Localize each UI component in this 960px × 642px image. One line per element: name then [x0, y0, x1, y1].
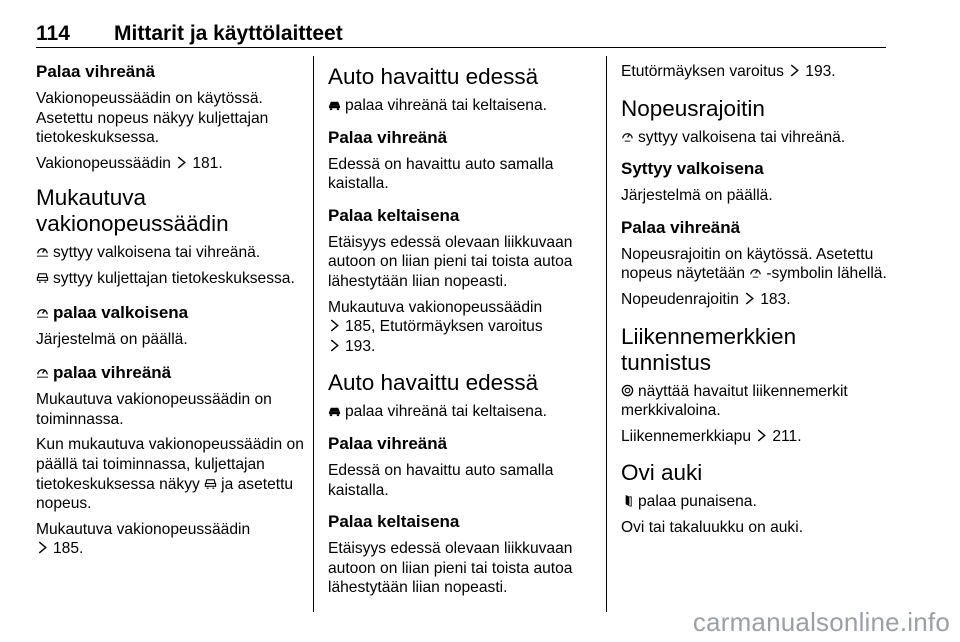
ref-text: Nopeudenrajoitin — [621, 290, 739, 308]
paragraph-text: -symbolin lähellä. — [766, 265, 887, 283]
traffic-sign-icon — [621, 384, 634, 397]
heading-palaa-vihreana: Palaa vihreänä — [621, 217, 741, 237]
heading-auto-havaittu: Auto havaittu edessä — [328, 64, 539, 89]
paragraph-text: syttyy valkoisena tai vihreänä. — [53, 244, 261, 262]
ref-text: Mukautuva vakionopeussäädin — [328, 298, 543, 316]
heading-text: palaa valkoisena — [53, 302, 189, 322]
cross-reference — [621, 427, 889, 447]
column-2 — [328, 62, 596, 604]
ref-text: Liikennemerkkiapu — [621, 427, 752, 445]
watermark: carmanualsonline.info — [692, 607, 950, 637]
column-1 — [36, 62, 304, 565]
column-divider — [313, 56, 314, 612]
speed-limiter-icon — [749, 266, 762, 279]
paragraph-text: syttyy kuljettajan tietokeskuksessa. — [53, 269, 295, 287]
ref-page: 181. — [192, 154, 223, 172]
ref-text: Mukautuva vakionopeussäädin — [36, 520, 251, 538]
cross-reference — [36, 520, 304, 559]
ref-page: 193. — [345, 337, 376, 355]
paragraph: Edessä on havaittu auto samalla kaistalla. — [328, 461, 554, 499]
paragraph-text: näyttää havaitut liikennemerkit merkkivaloina. — [621, 382, 848, 420]
header-rule — [36, 47, 886, 48]
cruise-control-icon — [36, 366, 49, 379]
paragraph: Mukautuva vakionopeussäädin on toiminnassa. — [36, 391, 272, 428]
paragraph: Etäisyys edessä olevaan liikkuvaan autoon on liian pieni tai toista autoa lähestytään liian nopeasti. — [328, 540, 573, 597]
paragraph-text: syttyy valkoisena tai vihreänä. — [638, 128, 846, 146]
paragraph: Järjestelmä on päällä. — [36, 330, 188, 348]
ref-text: Vakionopeussäädin — [36, 154, 171, 172]
heading-nopeusrajoitin: Nopeusrajoitin — [621, 95, 765, 121]
heading-liikennemerkkien: Liikennemerkkien tunnistus — [621, 323, 797, 375]
speed-limiter-icon — [621, 130, 634, 143]
paragraph: Edessä on havaittu auto samalla kaistalla. — [328, 155, 554, 193]
cross-reference — [621, 290, 889, 310]
ref-page: 211. — [772, 427, 802, 445]
heading-palaa-keltaisena-2: Palaa keltaisena — [328, 512, 460, 532]
arrow-ref-icon — [743, 292, 756, 305]
cross-reference — [621, 62, 889, 82]
heading-text: palaa vihreänä — [53, 363, 172, 383]
heading-palaa-vihreana-2 — [36, 363, 304, 383]
ref-page: 183. — [760, 290, 791, 308]
cross-reference — [328, 298, 596, 357]
arrow-ref-icon — [36, 541, 49, 554]
cruise-control-icon — [36, 245, 49, 258]
paragraph — [36, 243, 304, 263]
heading-palaa-keltaisena: Palaa keltaisena — [328, 205, 460, 225]
arrow-ref-icon — [755, 429, 768, 442]
car-front-icon — [328, 404, 341, 417]
door-open-icon — [621, 494, 634, 507]
paragraph — [328, 402, 596, 422]
cruise-control-icon — [36, 306, 49, 319]
heading-auto-havaittu-2: Auto havaittu edessä — [328, 370, 539, 396]
paragraph-text: palaa vihreänä tai keltaisena. — [345, 97, 547, 114]
car-front-icon — [328, 98, 341, 111]
arrow-ref-icon — [175, 156, 188, 169]
ref-text: Etutörmäyksen varoitus — [621, 63, 784, 80]
chapter-title: Mittarit ja käyttölaitteet — [114, 22, 343, 45]
heading-palaa-vihreana: Palaa vihreänä — [328, 127, 448, 147]
paragraph-text: Kun mukautuva vakionopeussäädin on päällä tai toiminnassa, kuljettajan tietokeskuksessa näkyy — [36, 436, 304, 493]
arrow-ref-icon — [788, 64, 801, 77]
paragraph-text: palaa punaisena. — [638, 493, 757, 511]
paragraph — [621, 245, 889, 284]
paragraph — [36, 435, 304, 513]
ref-page: 185, Etutörmäyksen varoitus — [345, 318, 543, 336]
paragraph: Etäisyys edessä olevaan liikkuvaan autoon on liian pieni tai toista autoa lähestytään liian nopeasti. — [328, 233, 573, 290]
ref-page: 193. — [805, 63, 836, 80]
arrow-ref-icon — [328, 319, 341, 332]
heading-palaa-vihreana-2: Palaa vihreänä — [328, 433, 448, 453]
paragraph-text: Nopeusrajoitin on käytössä. Asetettu nopeus näytetään — [621, 245, 874, 283]
heading-mukautuva: Mukautuva vakionopeussäädin — [36, 185, 229, 237]
heading-palaa-valkoisena — [36, 303, 304, 323]
page-number: 114 — [36, 22, 70, 45]
column-3 — [621, 62, 889, 544]
paragraph: Ovi tai takaluukku on auki. — [621, 518, 804, 536]
paragraph: Järjestelmä on päällä. — [621, 187, 773, 205]
paragraph — [36, 269, 304, 289]
paragraph — [621, 128, 889, 148]
heading-syttyy-valkoisena: Syttyy valkoisena — [621, 159, 764, 179]
cross-reference — [36, 154, 304, 174]
arrow-ref-icon — [328, 339, 341, 352]
column-divider — [606, 56, 607, 612]
paragraph — [621, 492, 889, 512]
vehicle-detected-icon — [204, 477, 217, 490]
paragraph — [328, 96, 596, 116]
vehicle-detected-icon — [36, 271, 49, 284]
heading-ovi-auki: Ovi auki — [621, 460, 703, 486]
paragraph: Vakionopeussäädin on käytössä. Asetettu nopeus näkyy kuljettajan tietokeskuksessa. — [36, 90, 269, 147]
paragraph — [621, 382, 889, 421]
ref-page: 185. — [53, 540, 84, 558]
paragraph-text: palaa vihreänä tai keltaisena. — [345, 403, 547, 421]
heading-palaa-vihreana: Palaa vihreänä — [36, 62, 156, 81]
paragraph-text: ja asetettu nopeus. — [36, 475, 294, 513]
